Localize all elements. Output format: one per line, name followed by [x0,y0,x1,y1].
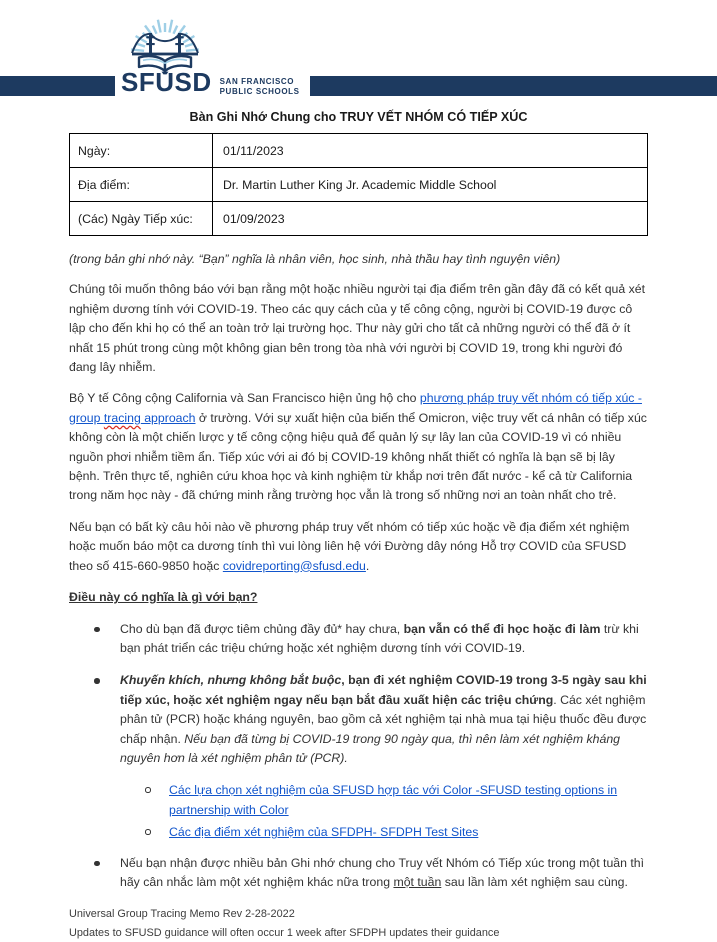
footer-revision-line: Universal Group Tracing Memo Rev 2-28-2022 [69,908,295,921]
text-run: (trong bản ghi nhớ này. “Bạn” nghĩa là nhân viên, học sinh, nhà thầu hay tình nguyện viên) [69,252,561,266]
document-body [69,250,648,892]
text-run: Chúng tôi muốn thông báo với bạn rằng một hoặc nhiều người tại địa điểm trên gần đây đã có kết quả xét nghiệm dương tính với COVID-19. Theo các quy cách của y tế công cộng, người bị COVID-19 được cô lập cho đến khi họ có thể an toàn trở lại trường học. Thư này gửi cho tất cả những người có thể đã ở ít nhất 15 phút trong cùng một không gian bên trong tòa nhà với người bị COVID 19, trong khi người đó đang lây nhiễm. [69,282,646,375]
text-run: Khuyến khích, nhưng không bắt buộc [120,673,342,688]
text-run: bạn vẫn có thể đi học hoặc đi làm [403,621,601,636]
bullet-icon [94,854,120,893]
text-run: ở trường. Với sự xuất hiện của biến thể Omicron, việc truy vết cá nhân có tiếp xúc không còn là một chiến lược y tế công cộng hiệu quả để quản lý sự lây lan của COVID-19 vì có nhiều nguồn phơi nhiễm tiềm ẩn. Tiếp xúc với ai đó bị COVID-19 không nhất thiết có nghĩa là bạn sẽ bị lây bệnh. Trên thực tế, nghiên cứu khoa học và kinh nghiệm từ khắp nơi trên đất nước - kể cả từ California trong năm học này - đã chứng minh rằng trường học vẫn là trong số những nơi an toàn nhất cho trẻ. [69,410,647,503]
text-run: Bộ Y tế Công cộng California và San Francisco hiện ủng hộ cho [69,391,420,406]
bullet-icon [94,671,120,768]
text-run: . Các xét nghiệm phân tử (PCR) hoặc kháng nguyên, bao gồm cả xét nghiệm tại nhà mua tại hiệu thuốc đều được chấp nhận. [120,692,647,746]
text-run: trừ khi bạn phát triển các triệu chứng hoặc xét nghiệm dương tính với COVID-19. [120,621,639,655]
table-row [70,202,647,235]
row-label: Địa điểm: [70,168,213,201]
document-footer [69,905,648,942]
bullet-icon [145,823,169,842]
bullet-item [69,671,648,768]
text-run: . [365,558,370,573]
hyperlink[interactable]: Các lựa chọn xét nghiệm của SFUSD hợp tác với Color -SFUSD testing options in partnership with Color [169,783,618,817]
bullet-text [120,671,648,768]
text-run: Nếu bạn có bất kỳ câu hỏi nào về phương pháp truy vết nhóm có tiếp xúc hoặc về địa điểm xét nghiệm hoặc muốn báo một ca dương tính thì vui lòng liên hệ với Đường dây nóng Hỗ trợ COVID của SFUSD theo số 415-660-9850 hoặc [69,519,630,573]
paragraph [69,518,648,576]
text-run: một tuần [393,874,442,889]
bullet-text [120,620,648,659]
table-row [70,134,647,168]
sfusd-wordmark: SFUSD [121,67,212,97]
sub-bullet-item [69,781,648,820]
text-run: , bạn đi xét nghiệm COVID-19 trong 3-5 ngày sau khi tiếp xúc, hoặc xét nghiệm ngay nếu bạn bắt đầu xuất hiện các triệu chứng [120,673,647,707]
header-banner [0,0,717,96]
bullet-icon [145,781,169,820]
hyperlink[interactable]: phương pháp truy vết nhóm có tiếp xúc - group [69,391,642,425]
row-label: (Các) Ngày Tiếp xúc: [70,202,213,235]
row-value: 01/09/2023 [223,212,285,226]
text-run: Nếu bạn nhận được nhiều bản Ghi nhớ chung cho Truy vết Nhóm có Tiếp xúc trong một tuần thì hãy cân nhắc làm một xét nghiệm khác nữa trong [120,855,645,889]
header-bar-left [0,76,115,96]
hyperlink[interactable]: approach [140,410,196,425]
row-value: 01/11/2023 [223,144,284,158]
page-title: Bàn Ghi Nhớ Chung cho TRUY VẾT NHÓM CÓ TIẾP XÚC [189,110,528,124]
paragraph [69,280,648,377]
text-run: Cho dù bạn đã được tiêm chủng đầy đủ* hay chưa, [120,621,404,636]
hyperlink[interactable] [104,411,141,425]
sfusd-wordmark-block [121,69,300,96]
info-table [69,133,648,236]
footer-guidance-line: Updates to SFUSD guidance will often occur 1 week after SFDPH updates their guidance [69,926,500,939]
row-label: Ngày: [70,134,213,167]
text-run: Nếu bạn đã từng bị COVID-19 trong 90 ngày qua, thì nên làm xét nghiệm kháng nguyên hơn là xét nghiệm phân tử (PCR). [120,731,621,765]
district-name-line2: PUBLIC SCHOOLS [219,86,300,96]
bullet-text [169,781,648,820]
text-run: Điều này có nghĩa là gì với bạn? [69,590,258,605]
section-heading [69,588,648,607]
table-row [70,168,647,202]
bullet-icon [94,620,120,659]
misspelled-word: tracing [103,410,141,425]
note-line [69,250,648,269]
bullet-text [169,823,648,842]
hyperlink[interactable]: covidreporting@sfusd.edu [222,558,366,573]
bullet-item [69,854,648,893]
district-name-line1: SAN FRANCISCO [219,77,295,86]
sub-bullet-item [69,823,648,842]
bullet-item [69,620,648,659]
sfusd-logo-icon [120,3,210,75]
bullet-text [120,854,648,893]
hyperlink[interactable]: Các địa điểm xét nghiệm của SFDPH- SFDPH Test Sites [169,825,479,840]
header-bar-right [310,76,717,96]
row-value: Dr. Martin Luther King Jr. Academic Middle School [223,178,497,192]
paragraph [69,389,648,505]
text-run: sau lần làm xét nghiệm sau cùng. [441,874,628,889]
